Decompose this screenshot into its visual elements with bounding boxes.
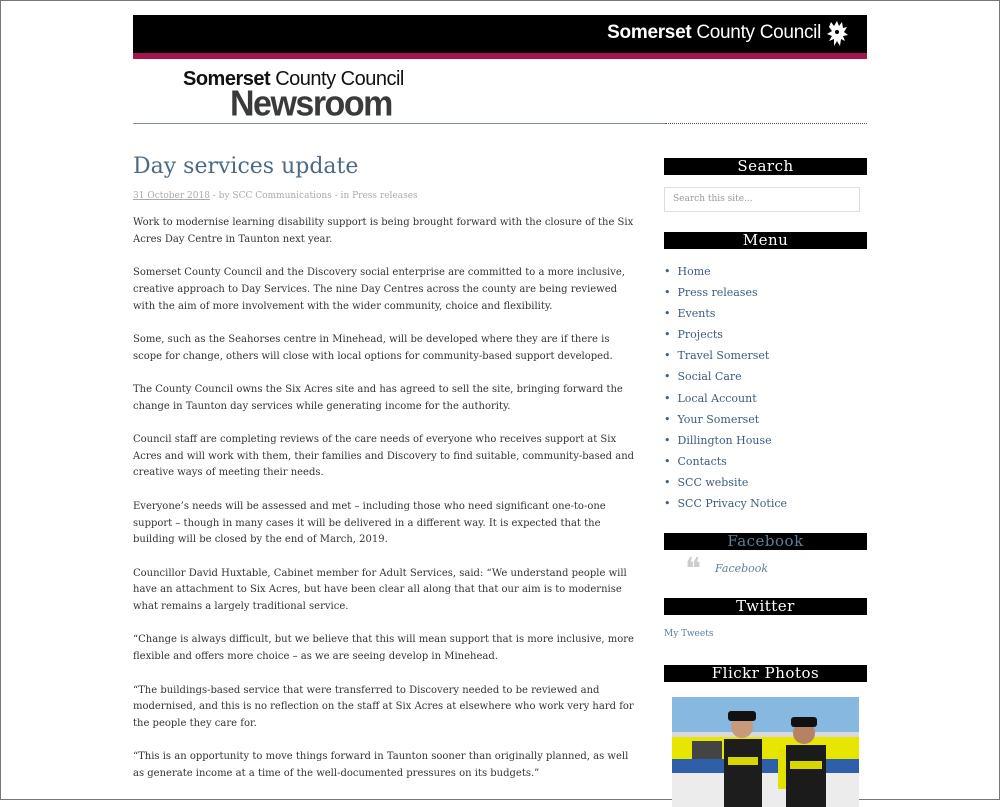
menu-item-your-somerset[interactable]: • Your Somerset [664, 409, 867, 430]
article-paragraph: “The buildings-based service that were transferred to Discovery needed to be reviewed and modernised, and this is no reflection on the staff at Six Acres at elsewhere who work very hard for the people they care for. [133, 684, 634, 729]
article-paragraph: “This is an opportunity to move things forward in Taunton sooner than originally planned, as well as generate income at a time of the well-documented pressures on its budgets.” [133, 751, 629, 780]
article-paragraph: Work to modernise learning disability support is being brought forward with the closure of the Six Acres Day Centre in Taunton next year. [133, 217, 634, 245]
search-input[interactable]: Search this site... [664, 187, 860, 212]
logo-council-bold: Somerset [183, 68, 271, 90]
search-widget-title: Search [664, 158, 867, 175]
twitter-widget-title: Twitter [664, 598, 867, 615]
article-category-link[interactable]: Press releases [352, 191, 418, 201]
menu-item-scc-website[interactable]: • SCC website [664, 472, 867, 493]
menu-item-travel-somerset[interactable]: • Travel Somerset [664, 345, 867, 366]
article-paragraph: Council staff are completing reviews of the care needs of everyone who receives support at Six Acres and will work with them, their families and Discovery to find suitable, community-based and creative ways of meeting their needs. [133, 434, 635, 479]
meta-in-label: - in [331, 191, 353, 201]
header-divider [133, 123, 665, 124]
page-wrapper [133, 15, 867, 780]
meta-by-label: - by [209, 191, 233, 201]
article-paragraph: Somerset County Council and the Discovery social enterprise are committed to a more inclusive, creative approach to Day Services. The nine Day Centres across the county are being reviewed with the aim of more involvement with the wider community, choice and flexibility. [133, 267, 625, 312]
menu-item-scc-privacy-notice[interactable]: • SCC Privacy Notice [664, 493, 867, 514]
top-bar-brand[interactable] [607, 22, 821, 44]
menu-item-press-releases[interactable]: • Press releases [664, 282, 867, 303]
menu-item-events[interactable]: • Events [664, 303, 867, 324]
my-tweets-link[interactable]: My Tweets [664, 629, 714, 640]
menu-item-projects[interactable]: • Projects [664, 324, 867, 345]
article-paragraph: Councillor David Huxtable, Cabinet member for Adult Services, said: “We understand people will have an attachment to Six Acres, but have been clear all along that that our aim is to modernise what remains a largely traditional service. [133, 567, 627, 613]
article-date-link[interactable]: 31 October 2018 [133, 191, 210, 201]
flickr-photo[interactable] [672, 697, 859, 807]
top-bar-brand-bold: Somerset [607, 22, 692, 43]
council-crest-icon [825, 19, 851, 49]
article-title[interactable]: Day services update [133, 154, 359, 179]
logo-council-rest: County Council [270, 68, 404, 90]
facebook-link[interactable]: Facebook [715, 562, 769, 576]
article-meta [133, 191, 635, 201]
logo-newsroom: Newsroom [230, 84, 392, 124]
menu-item-social-care[interactable]: • Social Care [664, 366, 867, 387]
article-paragraph: Some, such as the Seahorses centre in Minehead, will be developed where they are if there is scope for change, others will close with local options for community-based support developed. [133, 333, 613, 362]
menu-item-contacts[interactable]: • Contacts [664, 451, 867, 472]
site-logo[interactable] [183, 68, 404, 124]
quote-icon: ❝ [685, 552, 702, 588]
facebook-widget-title[interactable]: Facebook [664, 533, 867, 550]
menu-item-local-account[interactable]: • Local Account [664, 388, 867, 409]
article-paragraph: “Change is always difficult, but we believe that this will mean support that is more inclusive, more flexible and offers more choice – as we are seeing develop in Minehead. [133, 634, 634, 663]
sidebar-menu [664, 261, 867, 514]
sidebar [664, 158, 867, 807]
menu-item-dillington-house[interactable]: • Dillington House [664, 430, 867, 451]
menu-item-home[interactable]: • Home [664, 261, 867, 282]
header-dotted-divider [665, 123, 867, 124]
facebook-widget [664, 550, 867, 590]
article-author-link[interactable]: SCC Communications [232, 191, 332, 201]
top-bar [133, 15, 867, 53]
article-paragraph: The County Council owns the Six Acres site and has agreed to sell the site, bringing forward the change in Taunton day services while generating income for the authority. [133, 383, 623, 412]
flickr-widget-title: Flickr Photos [664, 665, 867, 682]
accent-stripe [133, 53, 867, 59]
flickr-photo-image [672, 697, 859, 807]
article [133, 154, 635, 799]
article-body [133, 215, 635, 783]
top-bar-brand-rest: County Council [691, 22, 821, 43]
article-paragraph: Everyone’s needs will be assessed and met – including those who need significant one-to-one support – though in many cases it will be delivered in a different way. It is expected that the building will be closed by the end of March, 2019. [133, 500, 606, 546]
menu-widget-title: Menu [664, 232, 867, 249]
